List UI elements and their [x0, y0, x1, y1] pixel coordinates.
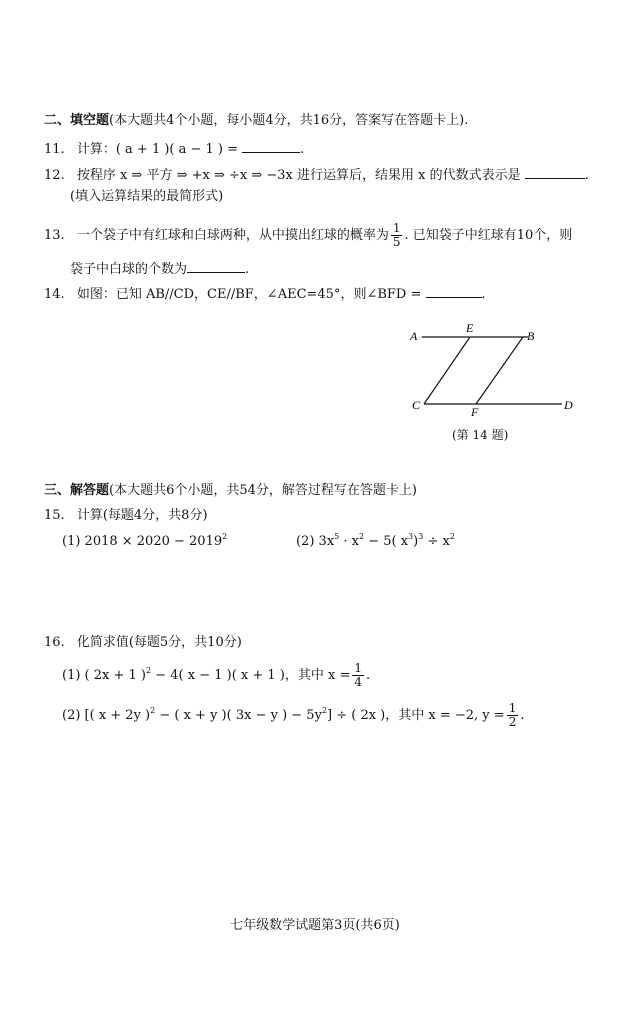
q13-answer-blank — [187, 258, 245, 273]
q15-part2-exp2: 2 — [358, 532, 365, 541]
q13-text-after: . 已知袋子中红球有10个，则 — [404, 228, 573, 243]
q16-part2-exp2: 2 — [321, 706, 328, 715]
q14: 14. 如图：已知 AB//CD，CE//BF，∠AEC=45°，则∠BFD = . — [44, 283, 486, 304]
q14-answer-blank — [426, 283, 482, 298]
q16-part2-numerator: 1 — [508, 701, 517, 715]
q13-text-before: 一个袋子中有红球和白球两种，从中摸出红球的概率为 — [76, 228, 389, 243]
q15-part2-exp5: 2 — [449, 532, 455, 541]
q16-part1-exponent: 2 — [146, 666, 152, 675]
section3-heading: 三、解答题 — [44, 483, 110, 498]
q13-fraction — [391, 222, 403, 249]
q16-part2-end: . — [520, 708, 525, 723]
q15-part2 — [296, 533, 455, 551]
q15-part2-c: − 5( x — [364, 534, 409, 549]
label-e: E — [466, 321, 474, 335]
label-b: B — [527, 329, 535, 343]
q15-part2-exp3: 3 — [408, 532, 414, 541]
label-f: F — [471, 405, 479, 419]
q14-figure — [408, 316, 588, 421]
q15-part1 — [62, 533, 227, 551]
q13-fraction-denominator: 5 — [392, 235, 401, 249]
q12-answer-blank — [525, 164, 585, 179]
q16-part2 — [62, 702, 524, 730]
line-bf — [476, 337, 523, 404]
q15-part2-exp4: 3 — [418, 532, 424, 541]
label-c: C — [412, 398, 421, 412]
q16-part2-a: (2) [( x + 2y ) — [62, 708, 151, 723]
page-footer: 七年级数学试题第3页(共6页) — [230, 918, 400, 933]
label-d: D — [564, 398, 573, 412]
figure-caption: (第 14 题) — [452, 428, 509, 442]
q12-text: 按程序 x ⇒ 平方 ⇒ +x ⇒ ÷x ⇒ −3x 进行运算后，结果用 x 的代数式表示是 — [76, 168, 521, 183]
q13-number: 13. — [44, 228, 65, 243]
q12-number: 12. — [44, 168, 65, 183]
q16-part1-denominator: 4 — [354, 675, 362, 689]
q15-part2-exp1: 5 — [334, 532, 340, 541]
q16-number: 16. — [44, 635, 65, 650]
section3-line — [44, 482, 417, 500]
q16-part2-c: ] ÷ ( 2x )，其中 x = −2, y = — [327, 708, 505, 723]
q13-line2-text: 袋子中白球的个数为 — [70, 262, 188, 277]
q11-text: 计算：( a + 1 )( a − 1 ) = — [76, 142, 239, 157]
q11-answer-blank — [242, 138, 300, 153]
section2-note: (本大题共4个小题，每小题4分，共16分，答案写在答题卡上). — [109, 113, 469, 128]
q11-number: 11. — [44, 142, 65, 157]
q15-part2-a: (2) 3x — [296, 534, 335, 549]
q13 — [44, 222, 572, 249]
q15-part1-text: (1) 2018 × 2020 − 2019 — [62, 534, 223, 549]
q15-part2-d: ) — [413, 534, 419, 549]
q15-number: 15. — [44, 508, 65, 523]
q13-fraction-numerator: 1 — [392, 221, 401, 235]
q16-part2-b: − ( x + y )( 3x − y ) − 5y — [155, 708, 322, 723]
q16-part2-denominator: 2 — [508, 715, 517, 729]
q14-text: 如图：已知 AB//CD，CE//BF，∠AEC=45°，则∠BFD = — [76, 287, 422, 302]
q16-part1-b: − 4( x − 1 )( x + 1 )，其中 x = — [151, 668, 351, 683]
line-ce — [424, 337, 470, 404]
q16-part1 — [62, 662, 370, 690]
q13-line2: 袋子中白球的个数为 . — [70, 258, 249, 279]
q15-part1-exponent: 2 — [222, 532, 228, 541]
q15 — [44, 507, 208, 525]
q16-part1-fraction — [352, 662, 364, 689]
q14-number: 14. — [44, 287, 65, 302]
section2-line — [44, 112, 468, 130]
q16 — [44, 634, 242, 652]
q11: 11. 计算：( a + 1 )( a − 1 ) = . — [44, 138, 304, 159]
q16-part2-fraction — [507, 702, 519, 729]
q15-title: 计算(每题4分，共8分) — [76, 508, 208, 523]
q16-title: 化简求值(每题5分，共10分) — [76, 635, 242, 650]
section2-heading: 二、填空题 — [44, 113, 110, 128]
label-a: A — [410, 329, 418, 343]
q15-part2-b: · x — [339, 534, 359, 549]
q16-part2-exp1: 2 — [150, 706, 156, 715]
q16-part1-end: . — [366, 668, 371, 683]
q12: 12. 按程序 x ⇒ 平方 ⇒ +x ⇒ ÷x ⇒ −3x 进行运算后，结果用 x 的代数式表示是 . — [44, 164, 589, 185]
q15-part2-e: ÷ x — [423, 534, 450, 549]
section3-note: (本大题共6个小题，共54分，解答过程写在答题卡上) — [109, 483, 417, 498]
q16-part1-a: (1) ( 2x + 1 ) — [62, 668, 146, 683]
q16-part1-numerator: 1 — [354, 661, 362, 675]
q12-hint: (填入运算结果的最简形式) — [70, 189, 224, 204]
